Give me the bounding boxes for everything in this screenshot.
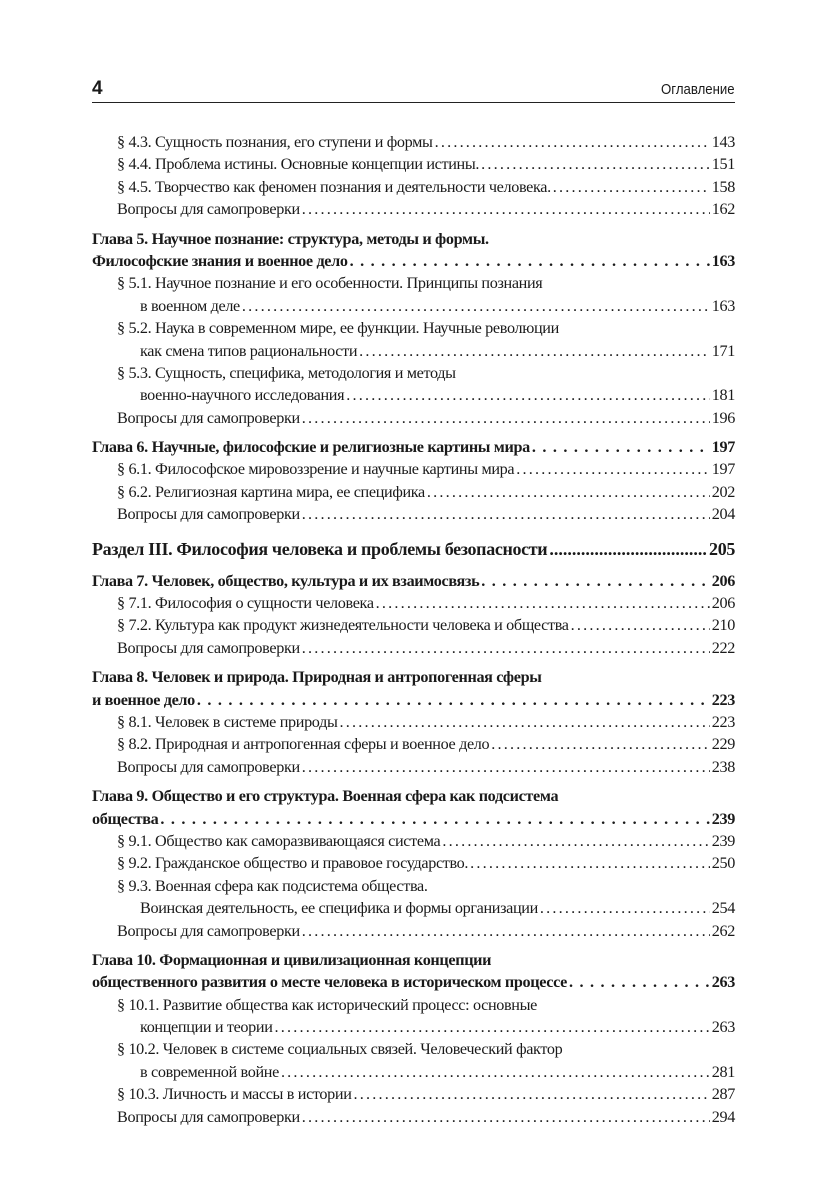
toc-page-number: 197 xyxy=(711,460,735,479)
toc-entry-title: § 10.3. Личность и массы в истории xyxy=(117,1085,352,1104)
toc-page-number: 262 xyxy=(711,921,735,940)
toc-page-number: 202 xyxy=(711,482,735,501)
toc-entry-title: § 7.2. Культура как продукт жизнедеятельности человека и общества xyxy=(117,616,569,635)
page-number: 4 xyxy=(92,78,103,99)
toc-entry-title: Глава 6. Научные, философские и религиозные картины мира xyxy=(92,438,530,457)
toc-entry-title: Вопросы для самопроверки xyxy=(117,505,300,524)
toc-page-number: 197 xyxy=(711,438,735,457)
toc-line xyxy=(92,1061,735,1083)
dot-leader xyxy=(470,852,710,874)
toc-review-questions-entry[interactable] xyxy=(92,637,735,659)
toc-review-questions-entry[interactable] xyxy=(92,920,735,942)
toc-page-number: 205 xyxy=(709,538,735,559)
toc-page-number: 181 xyxy=(711,386,735,405)
dot-leader xyxy=(376,592,710,614)
toc-line xyxy=(92,830,735,852)
chapter-block xyxy=(92,949,735,1128)
toc-entry-title: и военное дело xyxy=(92,690,195,709)
toc-page-number: 229 xyxy=(711,735,735,754)
dot-leader xyxy=(553,176,710,198)
toc-line xyxy=(92,317,735,339)
toc-line xyxy=(92,250,735,272)
toc-entry-title: § 4.3. Сущность познания, его ступени и формы xyxy=(117,133,433,151)
dot-leader xyxy=(435,131,710,153)
toc-section-entry[interactable] xyxy=(92,994,735,1039)
toc-entry-title: Вопросы для самопроверки xyxy=(117,1107,300,1126)
toc-line xyxy=(92,295,735,317)
toc-entry-title: концепции и теории xyxy=(140,1018,273,1037)
toc-entry-title: общества xyxy=(92,809,159,828)
dot-leader xyxy=(532,436,710,458)
toc-page-number: 163 xyxy=(711,296,735,315)
toc-chapter-entry[interactable] xyxy=(92,436,735,458)
toc-page-number: 263 xyxy=(711,973,735,992)
toc-chapter-entry[interactable] xyxy=(92,666,735,711)
dot-leader xyxy=(302,920,710,942)
dot-leader xyxy=(442,830,709,852)
toc-entry-title: как смена типов рациональности xyxy=(140,341,358,360)
toc-chapter-entry[interactable] xyxy=(92,570,735,592)
chapter-block xyxy=(92,570,735,660)
toc-entry-title: Воинская деятельность, ее специфика и формы организации xyxy=(140,899,538,918)
toc-page-number: 281 xyxy=(711,1062,735,1081)
toc-entry-title: § 6.2. Религиозная картина мира, ее специфика xyxy=(117,482,425,501)
toc-page-number: 223 xyxy=(711,690,735,709)
toc-line xyxy=(92,340,735,362)
toc-page-number: 210 xyxy=(711,616,735,635)
toc-line xyxy=(92,436,735,458)
toc-line xyxy=(92,1038,735,1060)
toc-section-entry[interactable] xyxy=(92,592,735,614)
dot-leader xyxy=(160,808,709,830)
toc-line xyxy=(92,458,735,480)
dot-leader xyxy=(354,1083,710,1105)
toc-entry-title: Раздел III. Философия человека и проблемы безопасности xyxy=(92,538,548,559)
toc-entry-title: военно-научного исследования xyxy=(140,386,345,405)
toc-section-entry[interactable] xyxy=(92,830,735,852)
toc-section-entry[interactable] xyxy=(92,875,735,920)
dot-leader xyxy=(549,537,707,561)
dot-leader xyxy=(302,1106,710,1128)
toc-line xyxy=(92,711,735,733)
toc-entry-title: § 9.2. Гражданское общество и правовое государство. xyxy=(117,854,469,873)
toc-line xyxy=(92,153,735,175)
toc-entry-title: § 4.5. Творчество как феномен познания и деятельности человека. xyxy=(117,177,551,196)
dot-leader xyxy=(427,481,710,503)
toc-section-entry[interactable] xyxy=(92,272,735,317)
toc-entry-title: Глава 5. Научное познание: структура, методы и формы. xyxy=(92,229,489,248)
dot-leader xyxy=(281,1061,710,1083)
toc-line xyxy=(92,808,735,830)
toc-line xyxy=(92,949,735,971)
toc-section-entry[interactable] xyxy=(92,317,735,362)
toc-entry-title: Вопросы для самопроверки xyxy=(117,757,300,776)
toc-page-number: 162 xyxy=(711,200,735,219)
dot-leader xyxy=(302,198,710,220)
toc-section-entry[interactable] xyxy=(92,131,735,153)
toc-page-number: 250 xyxy=(711,854,735,873)
toc-entry-title: Вопросы для самопроверки xyxy=(117,638,300,657)
toc-line xyxy=(92,407,735,429)
toc-entry-title: Глава 9. Общество и его структура. Военная сфера как подсистема xyxy=(92,787,559,806)
toc-chapter-entry[interactable] xyxy=(92,228,735,273)
dot-leader xyxy=(359,340,710,362)
toc-page-number: 196 xyxy=(711,408,735,427)
toc-entry-title: § 5.2. Наука в современном мире, ее функции. Научные революции xyxy=(117,319,559,338)
running-title: Оглавление xyxy=(661,81,735,98)
toc-line xyxy=(92,897,735,919)
toc-line xyxy=(92,666,735,688)
toc-entry-title: Философские знания и военное дело xyxy=(92,251,348,270)
toc-line xyxy=(92,198,735,220)
toc-section-entry[interactable] xyxy=(92,733,735,755)
toc-page-number: 163 xyxy=(711,251,735,270)
toc-line xyxy=(92,614,735,636)
toc-section-entry[interactable] xyxy=(92,153,735,175)
toc-review-questions-entry[interactable] xyxy=(92,407,735,429)
dot-leader xyxy=(275,1016,710,1038)
chapter-block xyxy=(92,436,735,526)
toc-page-number: 263 xyxy=(711,1018,735,1037)
toc-line xyxy=(92,920,735,942)
toc-entry-title: Глава 10. Формационная и цивилизационная концепции xyxy=(92,950,492,969)
toc-line xyxy=(92,570,735,592)
toc-line xyxy=(92,481,735,503)
dot-leader xyxy=(540,897,710,919)
dot-leader xyxy=(302,637,710,659)
dot-leader xyxy=(242,295,710,317)
toc-page-number: 222 xyxy=(711,638,735,657)
toc-line xyxy=(92,176,735,198)
dot-leader xyxy=(491,733,709,755)
toc-entry-title: Глава 7. Человек, общество, культура и их взаимосвязь xyxy=(92,571,480,590)
toc-section-entry[interactable] xyxy=(92,362,735,407)
chapter-block xyxy=(92,131,735,221)
toc-line xyxy=(92,852,735,874)
dot-leader xyxy=(481,570,709,592)
toc-entry-title: Вопросы для самопроверки xyxy=(117,408,300,427)
toc-review-questions-entry[interactable] xyxy=(92,198,735,220)
toc-entry-title: § 10.2. Человек в системе социальных связей. Человеческий фактор xyxy=(117,1040,563,1059)
toc-line xyxy=(92,272,735,294)
toc-page-number: 239 xyxy=(711,831,735,850)
toc-section-entry[interactable] xyxy=(92,711,735,733)
chapter-block xyxy=(92,785,735,942)
dot-leader xyxy=(302,407,710,429)
dot-leader xyxy=(350,250,710,272)
toc-line xyxy=(92,362,735,384)
toc-part-entry[interactable] xyxy=(92,537,735,561)
toc-chapter-entry[interactable] xyxy=(92,785,735,830)
toc-line xyxy=(92,637,735,659)
toc-line xyxy=(92,131,735,153)
page-header xyxy=(92,74,735,103)
toc-line xyxy=(92,756,735,778)
toc-entry-title: Вопросы для самопроверки xyxy=(117,200,300,219)
toc-line xyxy=(92,1106,735,1128)
toc-section-entry[interactable] xyxy=(92,1083,735,1105)
toc-entry-title: § 8.2. Природная и антропогенная сферы и военное дело xyxy=(117,735,490,754)
toc-review-questions-entry[interactable] xyxy=(92,756,735,778)
toc-page-number: 238 xyxy=(711,757,735,776)
chapter-block xyxy=(92,228,735,430)
toc-line xyxy=(92,1083,735,1105)
toc-section-entry[interactable] xyxy=(92,481,735,503)
toc-section-entry[interactable] xyxy=(92,1038,735,1083)
dot-leader xyxy=(569,971,710,993)
toc-line xyxy=(92,875,735,897)
toc-page-number: 206 xyxy=(711,571,735,590)
toc-section-entry[interactable] xyxy=(92,176,735,198)
dot-leader xyxy=(197,689,710,711)
toc-section-entry[interactable] xyxy=(92,852,735,874)
toc-line xyxy=(92,228,735,250)
toc-line xyxy=(92,733,735,755)
dot-leader xyxy=(346,384,710,406)
toc-page-number: 239 xyxy=(711,809,735,828)
dot-leader xyxy=(516,458,710,480)
toc-page-number: 254 xyxy=(711,899,735,918)
toc-entry-title: в военном деле xyxy=(140,296,240,315)
dot-leader xyxy=(302,756,710,778)
toc-line xyxy=(92,537,735,561)
toc-line xyxy=(92,592,735,614)
toc-entry-title: § 5.1. Научное познание и его особенности. Принципы познания xyxy=(117,274,543,293)
toc-line xyxy=(92,503,735,525)
toc-entry-title: § 9.1. Общество как саморазвивающаяся система xyxy=(117,831,441,850)
dot-leader xyxy=(340,711,710,733)
toc-line xyxy=(92,1016,735,1038)
dot-leader xyxy=(481,153,710,175)
toc-entry-title: § 10.1. Развитие общества как исторический процесс: основные xyxy=(117,995,537,1014)
chapter-block xyxy=(92,666,735,778)
toc-page-number: 171 xyxy=(711,341,735,360)
toc-entry-title: § 5.3. Сущность, специфика, методология и методы xyxy=(117,363,456,382)
toc-page-number: 151 xyxy=(711,155,735,174)
toc-review-questions-entry[interactable] xyxy=(92,1106,735,1128)
toc-entry-title: общественного развития о месте человека в историческом процессе xyxy=(92,973,568,992)
toc-entry-title: § 4.4. Проблема истины. Основные концепции истины. xyxy=(117,155,480,174)
dot-leader xyxy=(571,614,710,636)
toc-line xyxy=(92,971,735,993)
table-of-contents xyxy=(92,131,735,1128)
toc-page-number: 143 xyxy=(711,133,735,151)
toc-entry-title: § 8.1. Человек в системе природы xyxy=(117,712,338,731)
toc-section-entry[interactable] xyxy=(92,458,735,480)
toc-chapter-entry[interactable] xyxy=(92,949,735,994)
toc-page-number: 206 xyxy=(711,594,735,613)
toc-page-number: 223 xyxy=(711,712,735,731)
toc-page-number: 287 xyxy=(711,1085,735,1104)
part-heading xyxy=(92,537,735,561)
toc-line xyxy=(92,994,735,1016)
toc-section-entry[interactable] xyxy=(92,614,735,636)
toc-line xyxy=(92,384,735,406)
toc-entry-title: Вопросы для самопроверки xyxy=(117,921,300,940)
toc-entry-title: Глава 8. Человек и природа. Природная и антропогенная сферы xyxy=(92,668,542,687)
toc-entry-title: § 6.1. Философское мировоззрение и научные картины мира xyxy=(117,460,515,479)
toc-page-number: 158 xyxy=(711,177,735,196)
dot-leader xyxy=(302,503,710,525)
toc-page-number: 294 xyxy=(711,1107,735,1126)
toc-entry-title: § 7.1. Философия о сущности человека xyxy=(117,594,374,613)
toc-entry-title: в современной войне xyxy=(140,1062,279,1081)
toc-line xyxy=(92,785,735,807)
toc-review-questions-entry[interactable] xyxy=(92,503,735,525)
toc-entry-title: § 9.3. Военная сфера как подсистема общества. xyxy=(117,876,428,895)
toc-page-number: 204 xyxy=(711,505,735,524)
toc-line xyxy=(92,689,735,711)
